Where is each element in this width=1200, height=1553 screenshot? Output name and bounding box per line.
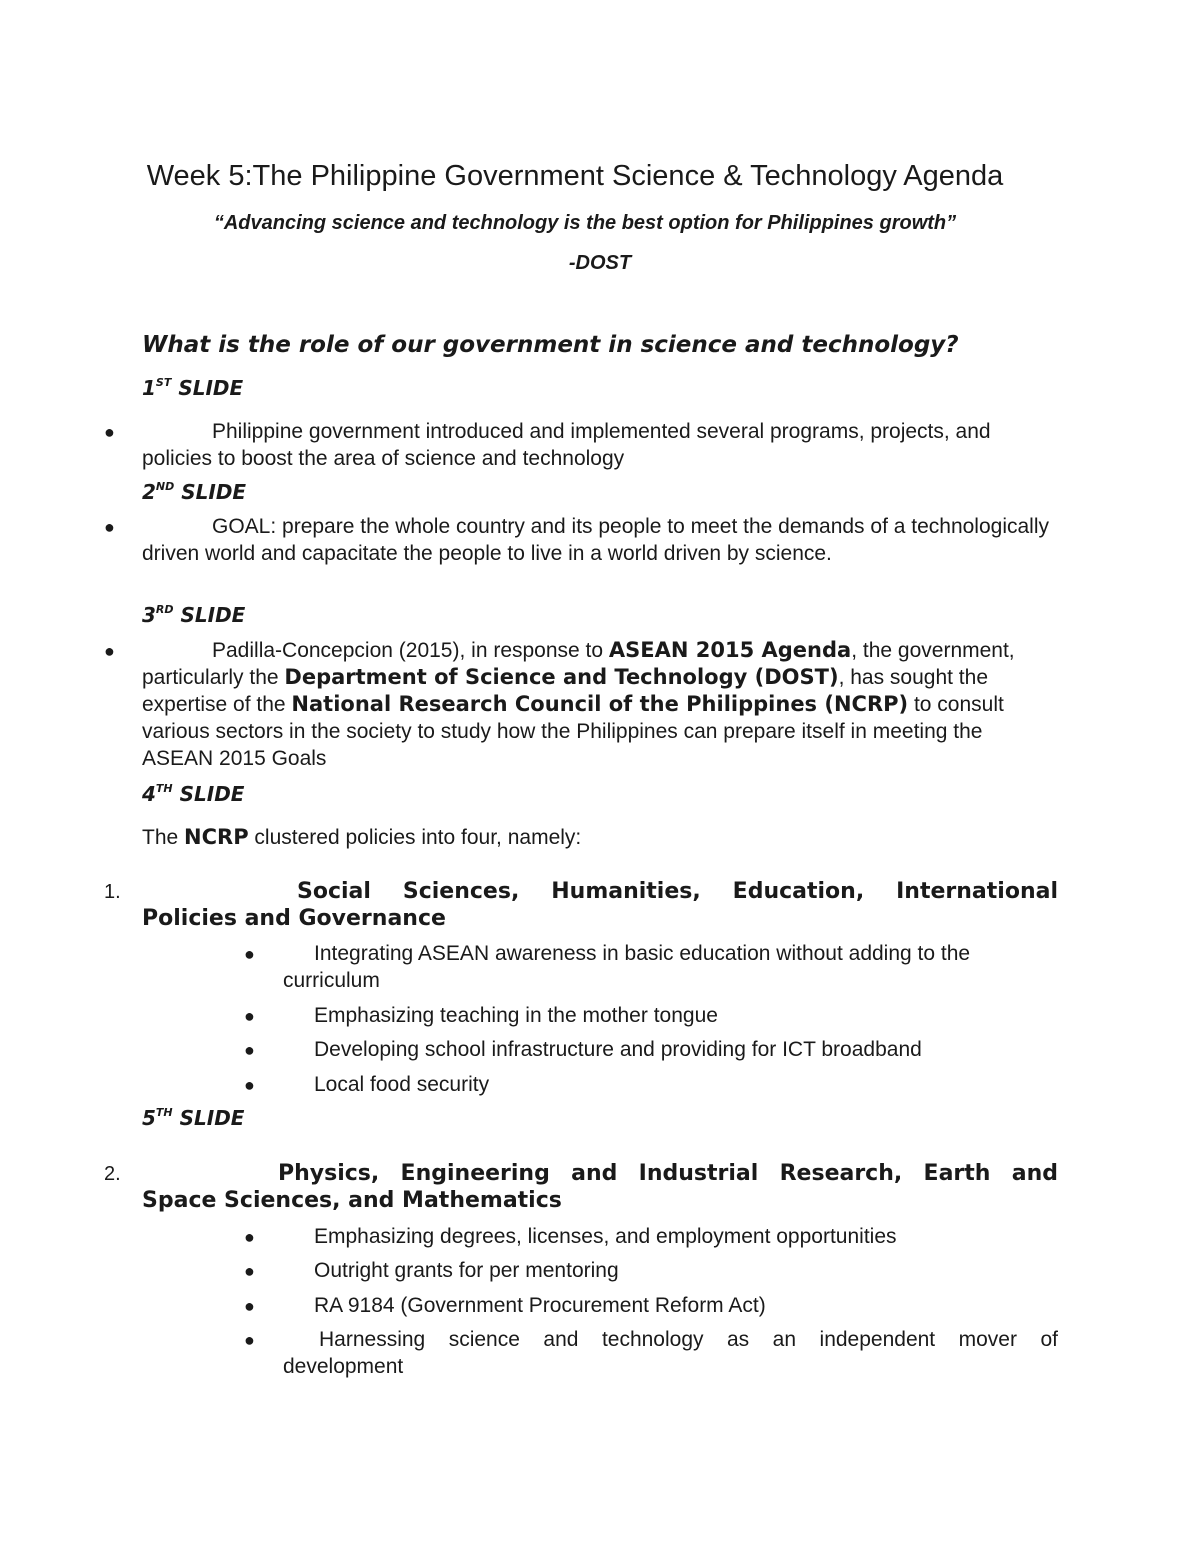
list-item: RA 9184 (Government Procurement Reform Act) <box>314 1294 766 1317</box>
list-item: Outright grants for per mentoring <box>314 1259 619 1282</box>
list-item: Local food security <box>314 1073 490 1096</box>
cluster-number: 1. <box>104 881 121 903</box>
bullet-icon: ● <box>244 1227 255 1247</box>
bullet-icon: ● <box>104 517 115 537</box>
cluster-heading: Social Sciences, Humanities, Education, International Policies and Governance <box>142 879 1058 931</box>
bullet-paragraph-2: GOAL: prepare the whole country and its people to meet the demands of a technologically driven world and capacitate the people to live in a world driven by science. <box>142 515 1050 565</box>
bullet-icon: ● <box>244 1296 255 1316</box>
slide-label-1: 1ST SLIDE <box>142 376 244 400</box>
list-item: Harnessing science and technology as an independent mover of development <box>283 1328 1058 1378</box>
list-item: Integrating ASEAN awareness in basic education without adding to the curriculum <box>283 942 971 992</box>
bullet-icon: ● <box>244 1006 255 1026</box>
bullet-icon: ● <box>244 1075 255 1095</box>
document-title: Week 5:The Philippine Government Science & Technology Agenda <box>146 160 1004 192</box>
slide-label-2: 2ND SLIDE <box>142 480 247 504</box>
cluster-number: 2. <box>104 1163 121 1185</box>
bullet-icon: ● <box>104 641 115 661</box>
bullet-icon: ● <box>244 1040 255 1060</box>
bullet-icon: ● <box>244 1261 255 1281</box>
bullet-paragraph-3: Padilla-Concepcion (2015), in response to ASEAN 2015 Agenda, the government, particularly the Department of Science and Technology (DOST), has sought the expertise of the National Research Council of the Philippines (NCRP) to consult various sectors in the society to study how the Philippines can prepare itself in meeting the ASEAN 2015 Goals <box>142 638 1015 770</box>
epigraph-quote: “Advancing science and technology is the best option for Philippines growth” <box>213 212 957 234</box>
bullet-paragraph-1: Philippine government introduced and implemented several programs, projects, and policies to boost the area of science and technology <box>142 420 991 470</box>
section-question: What is the role of our government in science and technology? <box>142 332 959 358</box>
slide-label-4: 4TH SLIDE <box>142 782 245 806</box>
epigraph-author: -DOST <box>568 252 632 274</box>
bullet-icon: ● <box>244 1330 255 1350</box>
slide-label-3: 3RD SLIDE <box>142 603 246 627</box>
ncrp-intro: The NCRP clustered policies into four, namely: <box>142 825 582 849</box>
list-item: Emphasizing teaching in the mother tongue <box>314 1004 718 1027</box>
list-item: Developing school infrastructure and providing for ICT broadband <box>314 1038 922 1061</box>
cluster-heading: Physics, Engineering and Industrial Research, Earth and Space Sciences, and Mathematics <box>142 1161 1058 1213</box>
bullet-icon: ● <box>104 422 115 442</box>
slide-label-5: 5TH SLIDE <box>142 1106 245 1130</box>
list-item: Emphasizing degrees, licenses, and employment opportunities <box>314 1225 897 1248</box>
bullet-icon: ● <box>244 944 255 964</box>
